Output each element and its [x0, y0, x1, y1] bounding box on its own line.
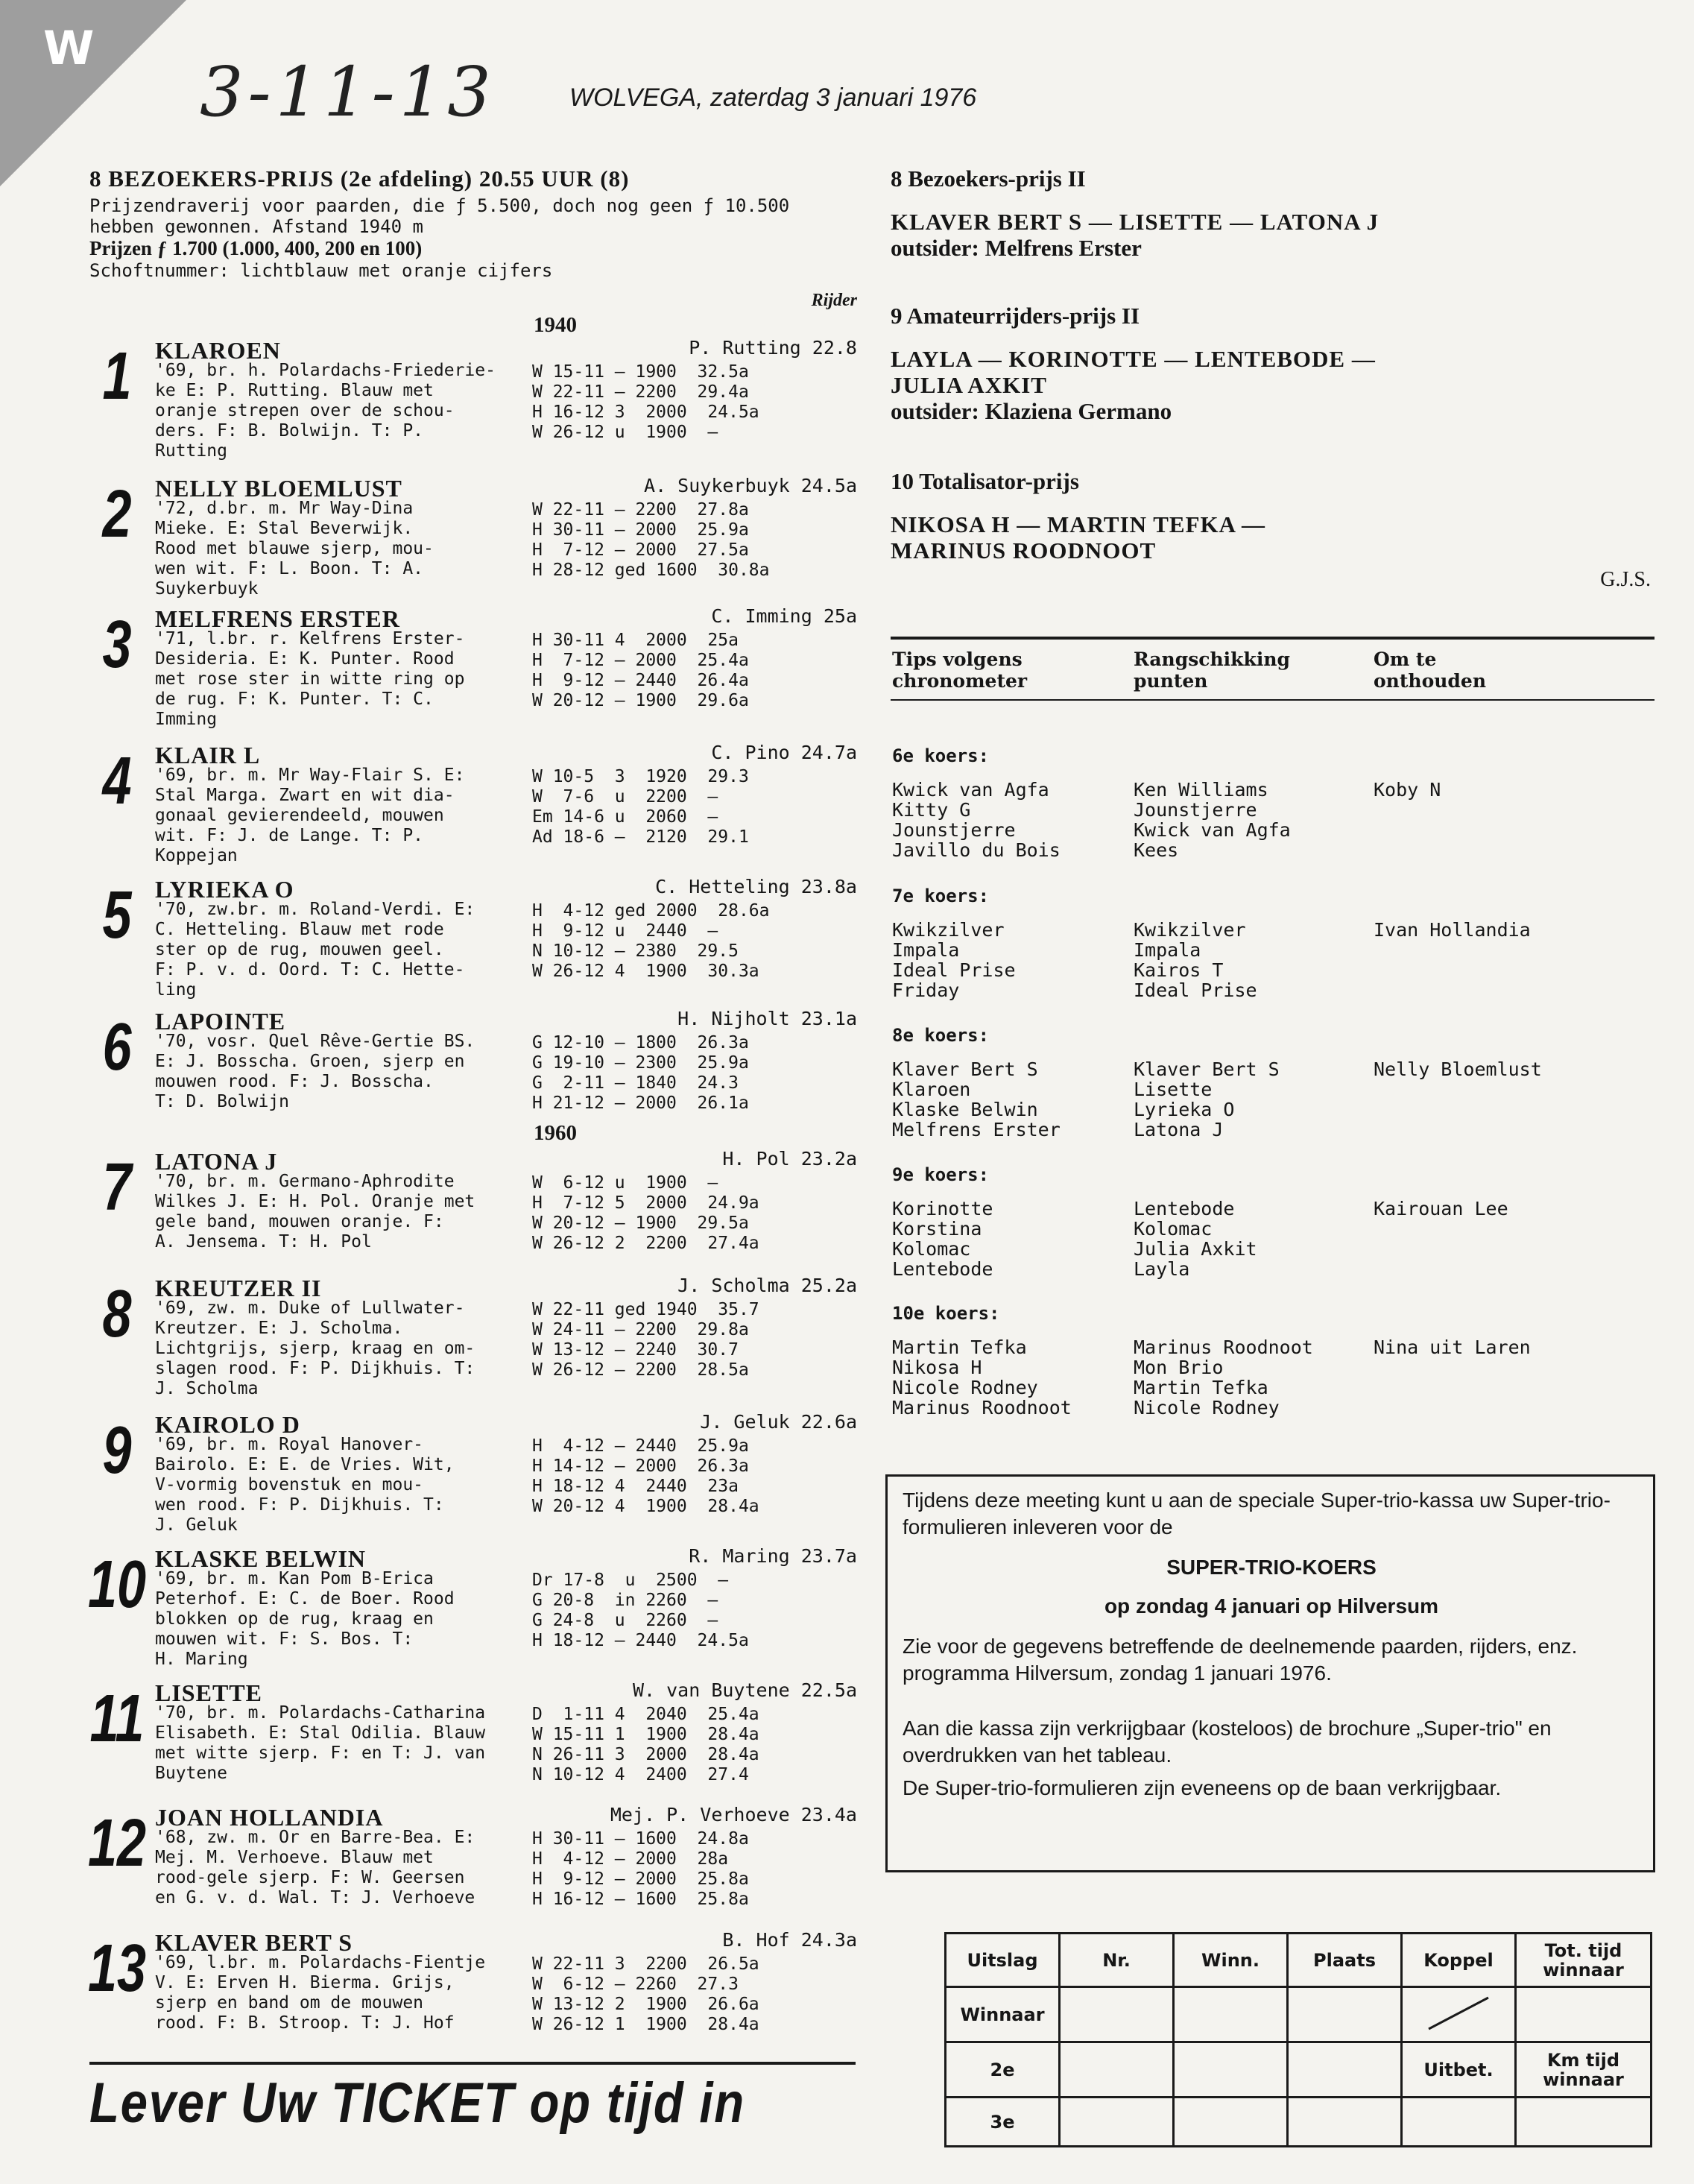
horse-name: KLASKE BELWIN [155, 1545, 367, 1572]
horse-entry [89, 876, 857, 1003]
koers-onthouden: Nina uit Laren [1374, 1336, 1531, 1358]
koers-title: 6e koers: [892, 745, 990, 766]
condition-line: hebben gewonnen. Afstand 1940 m [89, 216, 423, 237]
condition-line: Prijzendraverij voor paarden, die ƒ 5.500, doch nog geen ƒ 10.500 [89, 195, 790, 216]
entry-number: 3 [102, 607, 132, 682]
horse-description: '70, br. m. Polardachs-Catharina Elisabeth. E: Stal Odilia. Blauw met witte sjerp. F: en T: J. van Buytene [155, 1703, 486, 1783]
grid-cell[interactable] [1288, 2098, 1402, 2147]
entry-number: 13 [87, 1931, 147, 2006]
horse-name: KREUTZER II [155, 1275, 322, 1301]
race-prizes: Prijzen ƒ 1.700 (1.000, 400, 200 en 100) [89, 237, 423, 259]
grid-cell[interactable] [1402, 2098, 1516, 2147]
recent-results: W 15-11 — 1900 32.5a W 22-11 — 2200 29.4a H 16-12 3 2000 24.5a W 26-12 u 1900 — [532, 362, 759, 442]
tip-selection: NIKOSA H — MARTIN TEFKA — MARINUS ROODNOOT [891, 511, 1266, 564]
horse-name: JOAN HOLLANDIA [155, 1804, 384, 1831]
tip-heading: 9 Amateurrijders-prijs II [891, 303, 1140, 329]
recent-results: W 22-11 ged 1940 35.7 W 24-11 — 2200 29.8a W 13-12 — 2240 30.7 W 26-12 — 2200 28.5a [532, 1300, 759, 1380]
koers-punten: Klaver Bert S Lisette Lyrieka O Latona J [1134, 1058, 1280, 1140]
horse-entry [89, 1804, 857, 1931]
col-header-chronometer: Tips volgens chronometer [892, 648, 1028, 692]
koers-chrono: Martin Tefka Nikosa H Nicole Rodney Marinus Roodnoot [892, 1336, 1072, 1418]
driver-rating: B. Hof 24.3a [722, 1929, 857, 1951]
driver-rating: A. Suykerbuyk 24.5a [644, 475, 857, 496]
horse-entry [89, 475, 857, 602]
grid-uitslag: Uitslag [946, 1934, 1060, 1987]
horse-description: '70, br. m. Germano-Aphrodite Wilkes J. E: H. Pol. Oranje met gele band, mouwen oranje. F: A. Jensema. T: H. Pol [155, 1172, 475, 1252]
koers-chrono: Kwick van Agfa Kitty G Jounstjerre Javillo du Bois [892, 779, 1061, 861]
grid-nr: Nr. [1060, 1934, 1174, 1987]
race-title: 8 BEZOEKERS-PRIJS (2e afdeling) 20.55 UUR (8) [89, 165, 630, 192]
grid-cell[interactable] [1288, 1987, 1402, 2042]
entry-number: 1 [102, 339, 132, 414]
grid-cell[interactable] [1060, 2042, 1174, 2098]
driver-rating: W. van Buytene 22.5a [632, 1679, 857, 1701]
horse-name: LATONA J [155, 1148, 278, 1175]
distance-label: 1940 [534, 313, 577, 337]
handwritten-date: 3-11-13 [200, 52, 496, 132]
koers-title: 7e koers: [892, 886, 990, 906]
grid-tweede: 2e [946, 2042, 1060, 2098]
koers-title: 8e koers: [892, 1025, 990, 1046]
koers-title: 9e koers: [892, 1164, 990, 1185]
col-header-onthouden: Om te onthouden [1374, 648, 1486, 692]
horse-name: NELLY BLOEMLUST [155, 475, 402, 502]
supertrio-intro: Tijdens deze meeting kunt u aan de speciale Super-trio-kassa uw Super-trio-formulieren inleveren voor de [903, 1489, 1611, 1538]
recent-results: W 10-5 3 1920 29.3 W 7-6 u 2200 — Em 14-6 u 2060 — Ad 18-6 — 2120 29.1 [532, 767, 749, 847]
driver-rating: J. Scholma 25.2a [677, 1275, 857, 1296]
koers-onthouden: Ivan Hollandia [1374, 919, 1531, 941]
recent-results: H 4-12 ged 2000 28.6a H 9-12 u 2440 — N 10-12 — 2380 29.5 W 26-12 4 1900 30.3a [532, 901, 770, 981]
grid-derde: 3e [946, 2098, 1060, 2147]
rijder-label: Rijder [811, 291, 857, 310]
koers-chrono: Korinotte Korstina Kolomac Lentebode [892, 1198, 993, 1280]
recent-results: H 30-11 4 2000 25a H 7-12 — 2000 25.4a H 9-12 — 2440 26.4a W 20-12 — 1900 29.6a [532, 631, 749, 710]
horse-name: KLAIR L [155, 742, 261, 768]
recent-results: Dr 17-8 u 2500 — G 20-8 in 2260 — G 24-8 u 2260 — H 18-12 — 2440 24.5a [532, 1571, 749, 1650]
page-header: WOLVEGA, zaterdag 3 januari 1976 [569, 83, 977, 112]
horse-description: '68, zw. m. Or en Barre-Bea. E: Mej. M. Verhoeve. Blauw met rood-gele sjerp. F: W. Geersen en G. v. d. Wal. T: J. Verhoeve [155, 1828, 475, 1907]
horse-entry [89, 605, 857, 732]
tip-heading: 8 Bezoekers-prijs II [891, 165, 1086, 192]
entry-number: 6 [102, 1010, 132, 1085]
horse-description: '69, br. m. Mr Way-Flair S. E: Stal Marga. Zwart en wit dia- gonaal gevierendeeld, mouwen wit. F: J. de Lange. T: P. Koppejan [155, 766, 465, 865]
horse-entry [89, 1008, 857, 1134]
recent-results: H 30-11 — 1600 24.8a H 4-12 — 2000 28a H 9-12 — 2000 25.8a H 16-12 — 1600 25.8a [532, 1829, 749, 1909]
grid-cell[interactable] [1516, 2098, 1652, 2147]
supertrio-date: op zondag 4 januari op Hilversum [1104, 1594, 1439, 1618]
horse-entry [89, 337, 857, 464]
supertrio-brochure: Aan die kassa zijn verkrijgbaar (kosteloos) de brochure „Super-trio" en overdrukken van het tableau. [903, 1717, 1552, 1767]
tip-selection: KLAVER BERT S — LISETTE — LATONA J [891, 209, 1379, 235]
supertrio-info: Zie voor de gegevens betreffende de deelnemende paarden, rijders, enz. programma Hilversum, zondag 1 januari 1976. [903, 1635, 1578, 1685]
tip-block [891, 303, 1376, 424]
horse-description: '69, l.br. m. Polardachs-Fientje V. E: Erven H. Bierma. Grijs, sjerp en band om de mouwen rood. F: B. Stroop. T: J. Hof [155, 1953, 486, 2033]
horse-entry [89, 1545, 857, 1672]
driver-rating: J. Geluk 22.6a [700, 1411, 857, 1433]
divider [891, 699, 1655, 701]
entry-number: 11 [89, 1682, 145, 1756]
koers-punten: Ken Williams Jounstjerre Kwick van Agfa Kees [1134, 779, 1291, 861]
horse-description: '72, d.br. m. Mr Way-Dina Mieke. E: Stal Beverwijk. Rood met blauwe sjerp, mou- wen wit. F: L. Boon. T: A. Suykerbuyk [155, 499, 434, 599]
horse-description: '70, zw.br. m. Roland-Verdi. E: C. Hetteling. Blauw met rode ster op de rug, mouwen geel. F: P. v. d. Oord. T: C. Hette- ling [155, 900, 475, 1000]
grid-uitbet: Uitbet. [1402, 2042, 1516, 2098]
horse-description: '69, br. m. Kan Pom B-Erica Peterhof. E: C. de Boer. Rood blokken op de rug, kraag en mouwen wit. F: S. Bos. T: H. Maring [155, 1569, 455, 1669]
grid-cell[interactable] [1288, 2042, 1402, 2098]
grid-winn: Winn. [1174, 1934, 1288, 1987]
horse-entry [89, 1148, 857, 1275]
horse-description: '69, br. m. Royal Hanover- Bairolo. E: E. de Vries. Wit, V-vormig bovenstuk en mou- wen rood. F: P. Dijkhuis. T: J. Geluk [155, 1435, 455, 1535]
grid-cell[interactable] [1174, 2098, 1288, 2147]
grid-cell[interactable] [1060, 1987, 1174, 2042]
tip-selection: LAYLA — KORINOTTE — LENTEBODE — JULIA AXKIT [891, 346, 1376, 398]
supertrio-box [885, 1474, 1655, 1872]
koers-title: 10e koers: [892, 1303, 1000, 1324]
koers-onthouden: Koby N [1374, 779, 1441, 801]
divider [89, 2062, 856, 2065]
horse-description: '69, zw. m. Duke of Lullwater- Kreutzer. E: J. Scholma. Lichtgrijs, sjerp, kraag en om- slagen rood. F: P. Dijkhuis. T: J. Scholma [155, 1298, 475, 1398]
recent-results: G 12-10 — 1800 26.3a G 19-10 — 2300 25.9a G 2-11 — 1840 24.3 H 21-12 — 2000 26.1a [532, 1033, 749, 1113]
recent-results: W 22-11 — 2200 27.8a H 30-11 — 2000 25.9a H 7-12 — 2000 27.5a H 28-12 ged 1600 30.8a [532, 500, 770, 580]
horse-name: LISETTE [155, 1679, 262, 1706]
race-conditions [89, 195, 857, 237]
corner-letter: W [43, 21, 95, 75]
horse-name: KAIROLO D [155, 1411, 300, 1438]
entry-number: 5 [102, 878, 132, 953]
signature: G.J.S. [1600, 568, 1651, 591]
tip-outsider: outsider: Klaziena Germano [891, 398, 1172, 424]
recent-results: D 1-11 4 2040 25.4a W 15-11 1 1900 28.4a N 26-11 3 2000 28.4a N 10-12 4 2400 27.4 [532, 1705, 759, 1784]
grid-koppel: Koppel [1402, 1934, 1516, 1987]
driver-rating: R. Maring 23.7a [689, 1545, 857, 1567]
entry-number: 4 [102, 744, 132, 818]
distance-label: 1960 [534, 1121, 577, 1145]
koers-chrono: Klaver Bert S Klaroen Klaske Belwin Melfrens Erster [892, 1058, 1061, 1140]
horse-description: '70, vosr. Quel Rêve-Gertie BS. E: J. Bosscha. Groen, sjerp en mouwen rood. F: J. Bosscha. T: D. Bolwijn [155, 1032, 475, 1111]
entry-number: 9 [102, 1413, 132, 1488]
recent-results: H 4-12 — 2440 25.9a H 14-12 — 2000 26.3a H 18-12 4 2440 23a W 20-12 4 1900 28.4a [532, 1436, 759, 1516]
supertrio-forms: De Super-trio-formulieren zijn eveneens op de baan verkrijgbaar. [903, 1776, 1502, 1799]
driver-rating: P. Rutting 22.8 [689, 337, 857, 359]
driver-rating: Mej. P. Verhoeve 23.4a [610, 1804, 857, 1825]
koers-onthouden: Kairouan Lee [1374, 1198, 1508, 1219]
horse-description: '71, l.br. r. Kelfrens Erster- Desideria. E: K. Punter. Rood met rose ster in witte ring op de rug. F: K. Punter. T: C. Imming [155, 629, 465, 729]
grid-cell[interactable] [1060, 2098, 1174, 2147]
slash-mark [1414, 1990, 1503, 2035]
col-header-punten: Rangschikking punten [1134, 648, 1290, 692]
horse-entry [89, 1275, 857, 1401]
shirt-number-note: Schoftnummer: lichtblauw met oranje cijfers [89, 260, 553, 281]
supertrio-heading: SUPER-TRIO-KOERS [1166, 1556, 1377, 1579]
entry-number: 8 [102, 1277, 132, 1351]
horse-entry [89, 1411, 857, 1538]
horse-name: LYRIEKA O [155, 876, 294, 903]
entry-number: 12 [87, 1806, 147, 1881]
horse-name: KLAVER BERT S [155, 1929, 353, 1956]
recent-results: W 22-11 3 2200 26.5a W 6-12 — 2260 27.3 W 13-12 2 1900 26.6a W 26-12 1 1900 28.4a [532, 1954, 759, 2034]
grid-cell[interactable] [1516, 1987, 1652, 2042]
tip-block [891, 468, 1265, 564]
driver-rating: H. Pol 23.2a [722, 1148, 857, 1170]
ticket-banner: Lever Uw TICKET op tijd in [89, 2071, 745, 2135]
horse-name: LAPOINTE [155, 1008, 286, 1035]
driver-rating: H. Nijholt 23.1a [677, 1008, 857, 1029]
divider [891, 637, 1655, 640]
entry-number: 2 [102, 477, 132, 552]
driver-rating: C. Pino 24.7a [711, 742, 857, 763]
driver-rating: C. Hetteling 23.8a [655, 876, 857, 897]
grid-winnaar: Winnaar [946, 1987, 1060, 2042]
koers-punten: Lentebode Kolomac Julia Axkit Layla [1134, 1198, 1257, 1280]
driver-rating: C. Imming 25a [711, 605, 857, 627]
koers-chrono: Kwikzilver Impala Ideal Prise Friday [892, 919, 1016, 1001]
grid-cell[interactable] [1174, 2042, 1288, 2098]
entry-number: 10 [87, 1547, 147, 1622]
grid-cell[interactable] [1174, 1987, 1288, 2042]
grid-plaats: Plaats [1288, 1934, 1402, 1987]
result-grid [944, 1932, 1652, 2147]
tip-block [891, 165, 1379, 261]
koers-punten: Kwikzilver Impala Kairos T Ideal Prise [1134, 919, 1257, 1001]
recent-results: W 6-12 u 1900 — H 7-12 5 2000 24.9a W 20-12 — 1900 29.5a W 26-12 2 2200 27.4a [532, 1173, 759, 1253]
tip-outsider: outsider: Melfrens Erster [891, 235, 1142, 261]
horse-name: KLAROEN [155, 337, 281, 364]
horse-entry [89, 1929, 857, 2056]
horse-entry [89, 1679, 857, 1806]
horse-entry [89, 742, 857, 868]
koers-punten: Marinus Roodnoot Mon Brio Martin Tefka Nicole Rodney [1134, 1336, 1313, 1418]
grid-km-tijd: Km tijd winnaar [1516, 2042, 1652, 2098]
koers-onthouden: Nelly Bloemlust [1374, 1058, 1542, 1080]
tip-heading: 10 Totalisator-prijs [891, 468, 1079, 494]
grid-slash-cell [1402, 1987, 1516, 2042]
horse-description: '69, br. h. Polardachs-Friederie- ke E: P. Rutting. Blauw met oranje strepen over de schou- ders. F: B. Bolwijn. T: P. Rutting [155, 361, 496, 461]
grid-tot-tijd: Tot. tijd winnaar [1516, 1934, 1652, 1987]
horse-name: MELFRENS ERSTER [155, 605, 400, 632]
entry-number: 7 [102, 1150, 132, 1225]
